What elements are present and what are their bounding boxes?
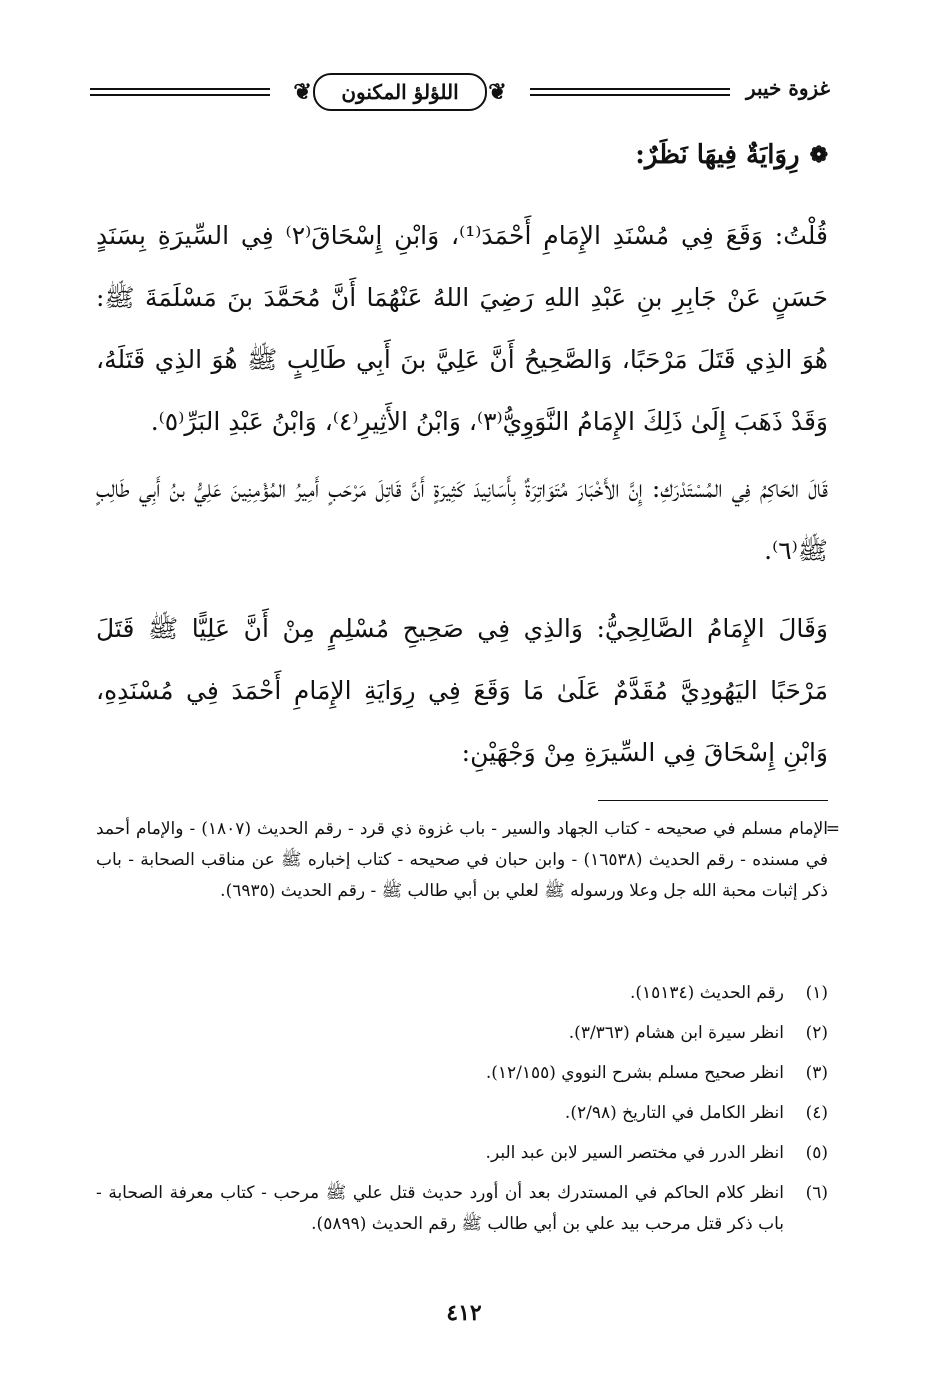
- header-rule-right: [530, 88, 730, 96]
- footnote-text: انظر كلام الحاكم في المستدرك بعد أن أورد حديث قتل علي ﷺ مرحب - كتاب معرفة الصحابة - باب ذكر قتل مرحب بيد علي بن أبي طالب ﷺ رقم الحديث (٥٨٩٩).: [96, 1183, 784, 1234]
- footnote-text: رقم الحديث (١٥١٣٤).: [629, 983, 784, 1003]
- footnote-item: [96, 1178, 828, 1240]
- page-number: ٤١٢: [446, 1300, 482, 1326]
- footnote-item: [96, 1138, 828, 1169]
- footnote-number: (٤): [805, 1103, 828, 1123]
- footnote-number: (٥): [805, 1143, 828, 1163]
- header-rule-left: [90, 88, 270, 96]
- footnote-separator: [598, 800, 828, 801]
- flower-bullet-icon: ❁: [809, 142, 828, 168]
- book-title: اللؤلؤ المكنون: [341, 80, 459, 104]
- footnote-number: (٢): [805, 1023, 828, 1043]
- page-header: [90, 66, 830, 118]
- footnote-text: انظر سيرة ابن هشام (٣/٣٦٣).: [568, 1023, 784, 1043]
- ornament-left-icon: ❦: [293, 79, 312, 105]
- footnote-continuation-text: الإمام مسلم في صحيحه - كتاب الجهاد والسير - باب غزوة ذي قرد - رقم الحديث (١٨٠٧) - والإمام أحمد في مسنده - رقم الحديث (١٦٥٣٨) - وابن حبان في صحيحه - كتاب إخباره ﷺ عن مناقب الصحابة - باب ذكر إثبات محبة الله جل وعلا ورسوله ﷺ لعلي بن أبي طالب ﷺ - رقم الحديث (٦٩٣٥).: [96, 819, 829, 901]
- section-heading: [635, 140, 828, 170]
- header-book-title-frame: [290, 66, 510, 118]
- paragraph: قُلْتُ: وَقَعَ فِي مُسْنَدِ الإِمَامِ أَحْمَدَ⁽¹⁾، وَابْنِ إِسْحَاقَ⁽٢⁾ فِي السِّيرَةِ بِسَنَدٍ حَسَنٍ عَنْ جَابِرِ بنِ عَبْدِ اللهِ رَضِيَ اللهُ عَنْهُمَا أَنَّ مُحَمَّدَ بنَ مَسْلَمَةَ ﷺ: هُوَ الذِي قَتَلَ مَرْحَبًا، وَالصَّحِيحُ أَنَّ عَلِيَّ بنَ أَبِي طَالِبٍ ﷺ هُوَ الذِي قَتَلَهُ، وَقَدْ ذَهَبَ إِلَىٰ ذَلِكَ الإِمَامُ النَّوَوِيُّ⁽٣⁾، وَابْنُ الأَثِيرِ⁽٤⁾، وَابْنُ عَبْدِ البَرِّ⁽٥⁾.: [96, 221, 829, 436]
- footnote-text: انظر الدرر في مختصر السير لابن عبد البر.: [485, 1143, 784, 1163]
- footnote-item: [96, 1018, 828, 1049]
- footnote-item: [96, 1058, 828, 1089]
- footnote-number: (٣): [805, 1063, 828, 1083]
- footnote-item: [96, 1098, 828, 1129]
- paragraph: قَالَ الحَاكِمُ فِي المُسْتَدْرَكِ: إِنَّ الأَخْبَارَ مُتَوَاتِرَةٌ بِأَسَانِيدَ كَثِيرَةٍ أَنَّ قَاتِلَ مَرْحَبٍ أَمِيرُ المُؤْمِنِينَ عَلِيُّ بنُ أَبِي طَالِبٍ ﷺ⁽٦⁾.: [96, 474, 828, 565]
- section-heading-text: رِوَايَةٌ فِيهَا نَظَرٌ:: [635, 140, 800, 170]
- footnote-continuation: [96, 814, 840, 907]
- chapter-title: غزوة خيبر: [745, 76, 830, 100]
- book-title-cartouche: [293, 73, 507, 111]
- continuation-marker: =: [825, 819, 840, 839]
- footnote-item: [96, 978, 828, 1009]
- footnotes-list: [96, 978, 828, 1249]
- paragraph: وَقَالَ الإِمَامُ الصَّالِحِيُّ: وَالذِي فِي صَحِيحِ مُسْلِمٍ مِنْ أَنَّ عَلِيًّا ﷺ قَتَلَ مَرْحَبًا اليَهُودِيَّ مُقَدَّمٌ عَلَىٰ مَا وَقَعَ فِي رِوَايَةِ الإِمَامِ أَحْمَدَ فِي مُسْنَدِهِ، وَابْنِ إِسْحَاقَ فِي السِّيرَةِ مِنْ وَجْهَيْنِ:: [96, 614, 828, 767]
- footnote-number: (١): [805, 983, 828, 1003]
- footnote-text: انظر الكامل في التاريخ (٢/٩٨).: [564, 1103, 784, 1123]
- ornament-right-icon: ❦: [488, 79, 507, 105]
- footnote-text: انظر صحيح مسلم بشرح النووي (١٢/١٥٥).: [485, 1063, 784, 1083]
- footnote-number: (٦): [805, 1183, 828, 1203]
